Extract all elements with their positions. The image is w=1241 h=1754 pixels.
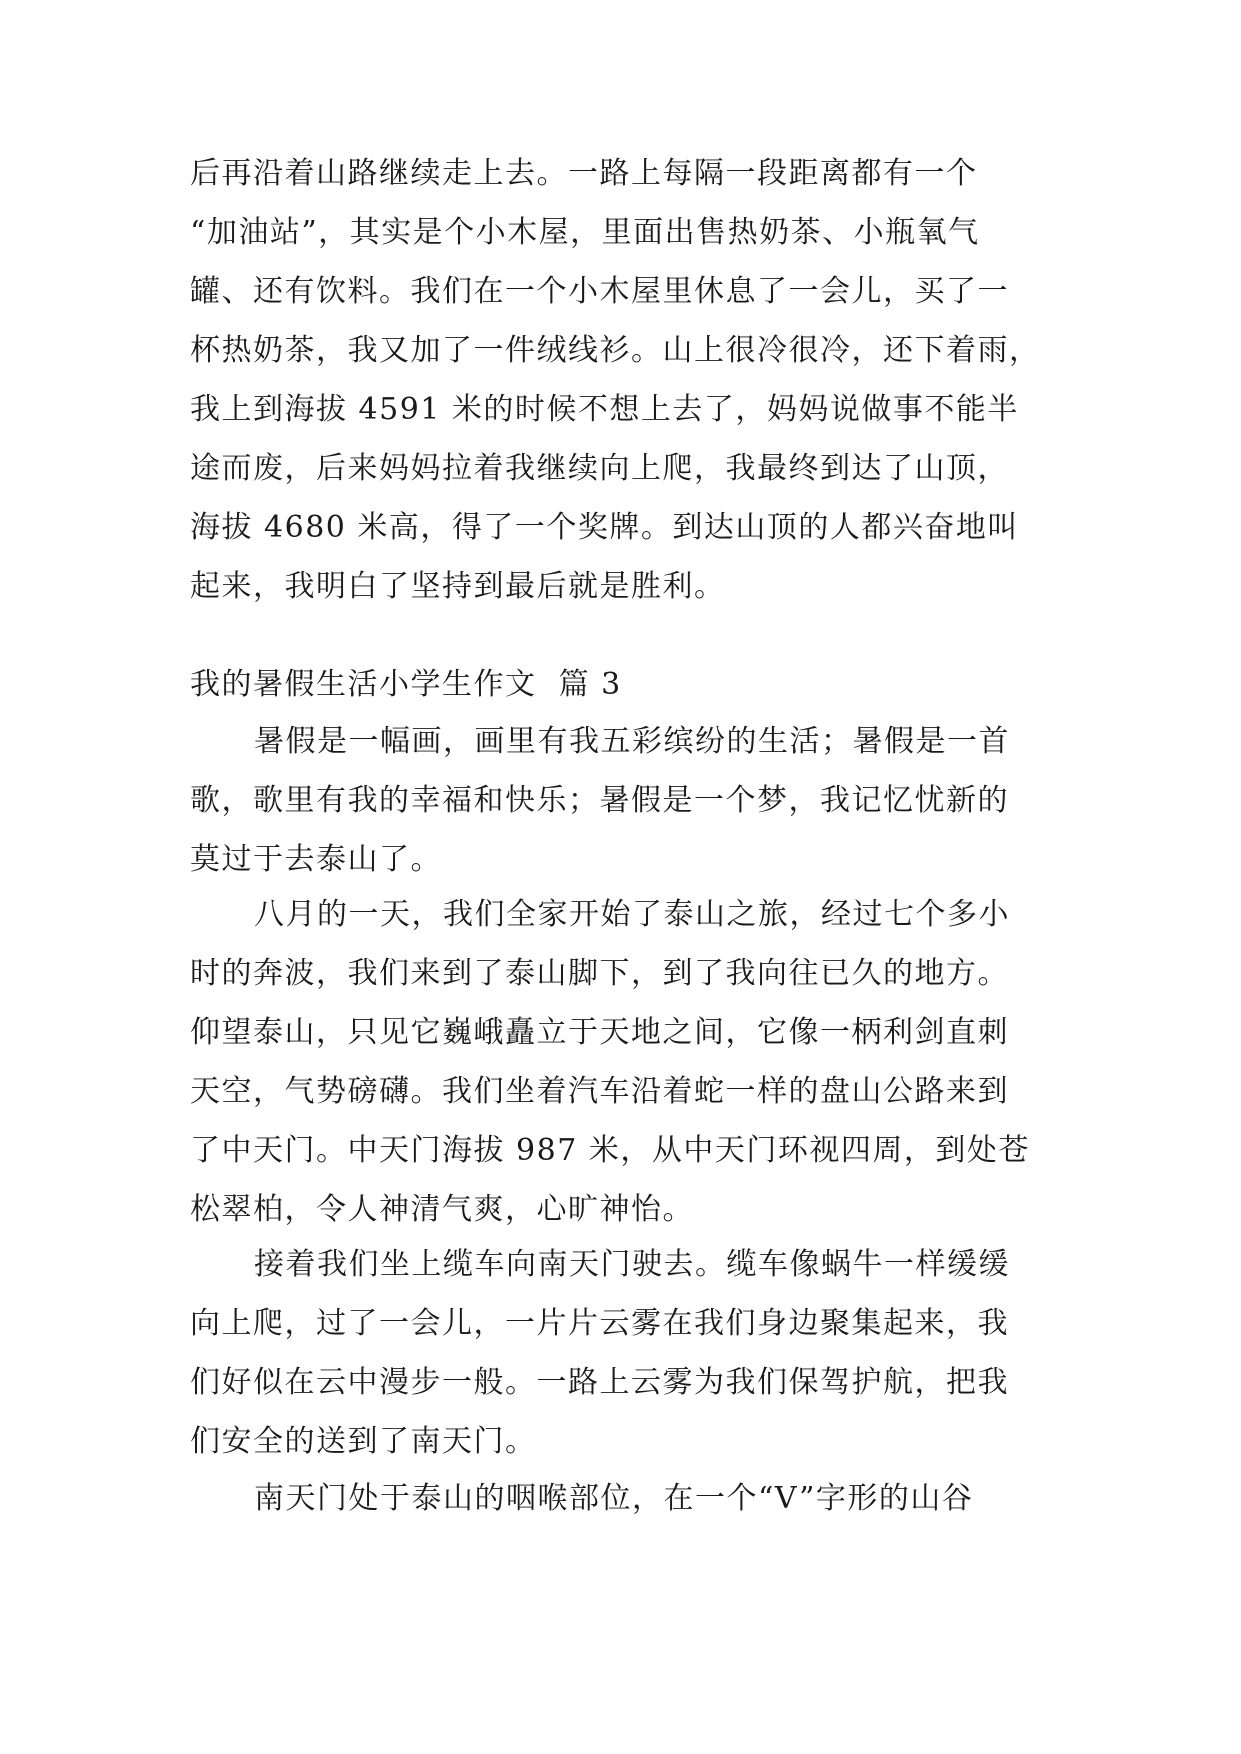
text-line: 罐、还有饮料。我们在一个小木屋里休息了一会儿，买了一 [190,274,1009,309]
text-line: 们好似在云中漫步一般。一路上云雾为我们保驾护航，把我 [190,1365,1009,1400]
text-line: 杯热奶茶，我又加了一件绒线衫。山上很冷很冷，还下着雨， [190,333,1041,368]
text-line: 天空，气势磅礴。我们坐着汽车沿着蛇一样的盘山公路来到 [190,1074,1009,1109]
text-line: 歌，歌里有我的幸福和快乐；暑假是一个梦，我记忆忧新的 [190,783,1009,818]
text-line: 后再沿着山路继续走上去。一路上每隔一段距离都有一个 [190,156,978,191]
text-line: 海拔 4680 米高，得了一个奖牌。到达山顶的人都兴奋地叫 [190,510,1019,545]
text-line: 南天门处于泰山的咽喉部位，在一个“V”字形的山谷 [254,1481,974,1516]
text-line: 接着我们坐上缆车向南天门驶去。缆车像蜗牛一样缓缓 [254,1247,1010,1282]
text-line: 松翠柏，令人神清气爽，心旷神怡。 [190,1192,694,1227]
text-line: 们安全的送到了南天门。 [190,1424,537,1459]
text-line: 暑假是一幅画，画里有我五彩缤纷的生活；暑假是一首 [254,724,1010,759]
text-line: 仰望泰山，只见它巍峨矗立于天地之间，它像一柄利剑直刺 [190,1015,1009,1050]
text-line: 了中天门。中天门海拔 987 米，从中天门环视四周，到处苍 [190,1133,1030,1168]
text-line: 我上到海拔 4591 米的时候不想上去了，妈妈说做事不能半 [190,392,1019,427]
text-line: 莫过于去泰山了。 [190,842,442,877]
text-line: 起来，我明白了坚持到最后就是胜利。 [190,569,726,604]
text-line: 向上爬，过了一会儿，一片片云雾在我们身边聚集起来，我 [190,1306,1009,1341]
text-line: 途而废，后来妈妈拉着我继续向上爬，我最终到达了山顶， [190,451,1009,486]
text-line: 八月的一天，我们全家开始了泰山之旅，经过七个多小 [254,897,1010,932]
text-line: 时的奔波，我们来到了泰山脚下，到了我向往已久的地方。 [190,956,1009,991]
section-heading: 我的暑假生活小学生作文 篇 3 [190,667,622,702]
text-line: “加油站”，其实是个小木屋，里面出售热奶茶、小瓶氧气 [190,215,980,250]
